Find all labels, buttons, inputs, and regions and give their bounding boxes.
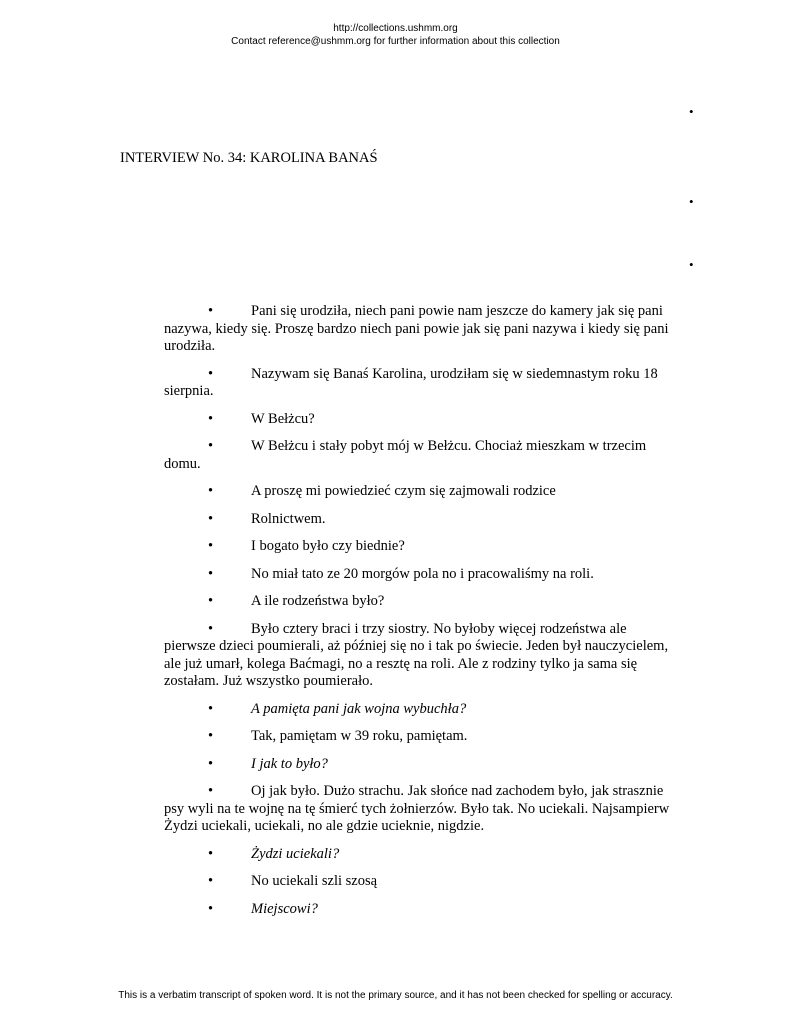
transcript-paragraph	[164, 783, 674, 836]
bullet: •	[208, 873, 214, 889]
paragraph-text: Tak, pamiętam w 39 roku, pamiętam.	[251, 728, 468, 744]
transcript-paragraph	[164, 756, 674, 774]
interview-title: INTERVIEW No. 34: KAROLINA BANAŚ	[120, 150, 378, 166]
bullet: •	[208, 783, 214, 799]
bullet: •	[208, 700, 214, 717]
transcript-paragraph	[164, 303, 674, 356]
transcript-paragraph	[164, 411, 674, 429]
transcript-paragraph	[164, 483, 674, 501]
header-url: http://collections.ushmm.org	[333, 23, 458, 34]
bullet: •	[208, 538, 214, 554]
transcript-body	[164, 303, 674, 928]
bullet: •	[208, 900, 214, 917]
paragraph-text: I bogato było czy biednie?	[251, 538, 405, 554]
page-header	[0, 23, 791, 48]
transcript-paragraph	[164, 728, 674, 746]
margin-bullet: •	[689, 104, 694, 119]
paragraph-text: I jak to było?	[251, 755, 328, 772]
transcript-paragraph	[164, 511, 674, 529]
transcript-paragraph	[164, 593, 674, 611]
bullet: •	[208, 593, 214, 609]
paragraph-text: A ile rodzeństwa było?	[251, 593, 385, 609]
paragraph-text: Pani się urodziła, niech pani powie nam jeszcze do kamery jak się pani nazywa, kiedy się. Proszę bardzo niech pani powie jak się pani nazywa i kiedy się pani urodziła.	[164, 303, 669, 354]
transcript-paragraph	[164, 701, 674, 719]
paragraph-text: No uciekali szli szosą	[251, 873, 378, 889]
header-contact: Contact reference@ushmm.org for further information about this collection	[231, 35, 560, 47]
bullet: •	[208, 303, 214, 319]
paragraph-text: Żydzi uciekali?	[251, 845, 340, 862]
paragraph-text: Nazywam się Banaś Karolina, urodziłam się w siedemnastym roku 18 sierpnia.	[164, 365, 658, 399]
transcript-paragraph	[164, 538, 674, 556]
paragraph-text: No miał tato ze 20 morgów pola no i pracowaliśmy na roli.	[251, 565, 594, 582]
bullet: •	[208, 728, 214, 744]
transcript-paragraph	[164, 621, 674, 691]
bullet: •	[208, 845, 214, 862]
bullet: •	[208, 565, 214, 582]
bullet: •	[208, 620, 214, 637]
transcript-paragraph	[164, 438, 674, 473]
margin-bullet: •	[689, 194, 694, 209]
paragraph-text: W Bełżcu i stały pobyt mój w Bełżcu. Chociaż mieszkam w trzecim domu.	[164, 438, 647, 472]
transcript-paragraph	[164, 873, 674, 891]
paragraph-text: Oj jak było. Dużo strachu. Jak słońce nad zachodem było, jak strasznie psy wyli na te wojnę na tę śmierć tych żołnierzów. Było tak. No uciekali. Najsampierw Żydzi uciekali, uciekali, no ale gdzie ucieknie, nigdzie.	[164, 783, 670, 834]
paragraph-text: Rolnictwem.	[251, 510, 326, 527]
bullet: •	[208, 755, 214, 772]
page-footer: This is a verbatim transcript of spoken word. It is not the primary source, and it has not been checked for spelling or accuracy.	[118, 990, 673, 1001]
transcript-paragraph	[164, 901, 674, 919]
bullet: •	[208, 438, 214, 454]
paragraph-text: Było cztery braci i trzy siostry. No byłoby więcej rodzeństwa ale pierwsze dzieci poumierali, aż później się no i tak po świecie. Jeden był nauczycielem, ale już umarł, kolega Baćmagi, no a resztę na roli. Ale z rodziny tylko ja sama się zostałam. Już wszystko poumierało.	[164, 620, 669, 689]
paragraph-text: W Bełżcu?	[251, 410, 315, 427]
bullet: •	[208, 365, 214, 382]
transcript-paragraph	[164, 366, 674, 401]
margin-bullet: •	[689, 257, 694, 272]
transcript-paragraph	[164, 566, 674, 584]
paragraph-text: A proszę mi powiedzieć czym się zajmowali rodzice	[251, 483, 556, 499]
transcript-paragraph	[164, 846, 674, 864]
bullet: •	[208, 410, 214, 427]
bullet: •	[208, 483, 214, 499]
paragraph-text: A pamięta pani jak wojna wybuchła?	[251, 700, 467, 717]
bullet: •	[208, 510, 214, 527]
paragraph-text: Miejscowi?	[251, 900, 318, 917]
